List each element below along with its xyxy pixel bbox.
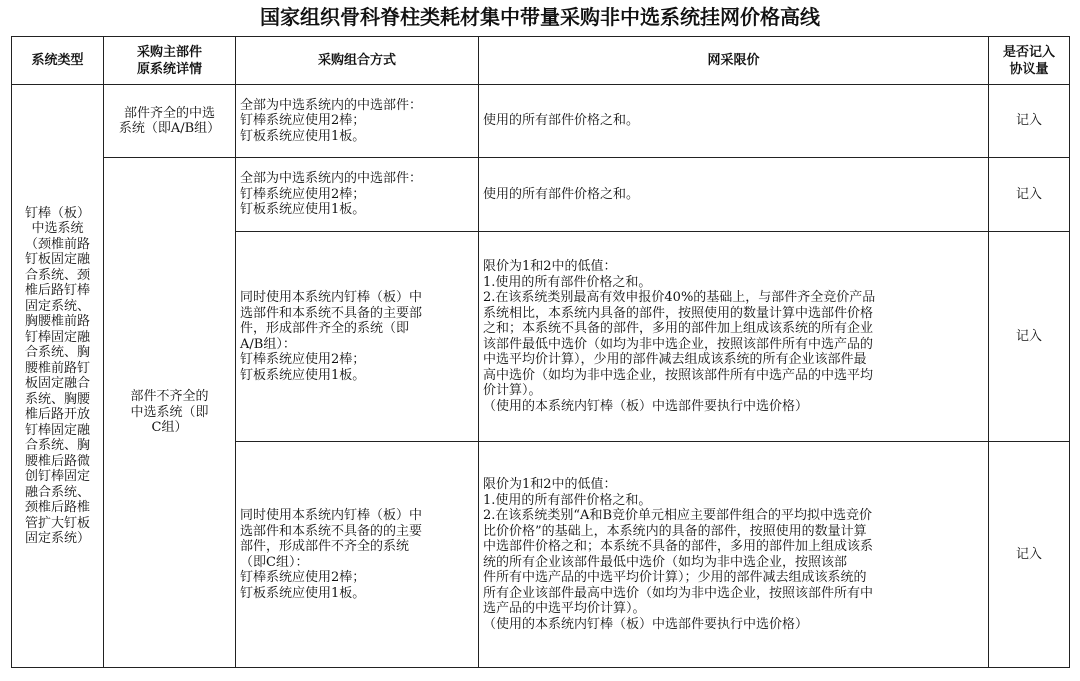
header-main-part: 采购主部件 原系统详情: [104, 37, 236, 85]
table-header-row: [12, 37, 1070, 85]
agreement-cell: 记入: [989, 85, 1070, 158]
agreement-cell: 记入: [989, 158, 1070, 232]
main-part-cell: 部件齐全的中选 系统（即A/B组）: [104, 85, 236, 158]
header-system-type: 系统类型: [12, 37, 104, 85]
header-combination: 采购组合方式: [236, 37, 479, 85]
combination-cell: 同时使用本系统内钉棒（板）中 选部件和本系统不具备的主要部 件，形成部件齐全的系统（即 A/B组）： 钉棒系统应使用2棒； 钉板系统应使用1板。: [236, 232, 479, 442]
combination-cell: 同时使用本系统内钉棒（板）中 选部件和本系统不具备的的主要 部件，形成部件不齐全的系统 （即C组）： 钉棒系统应使用2棒； 钉板系统应使用1板。: [236, 442, 479, 668]
header-agreement: 是否记入 协议量: [989, 37, 1070, 85]
table-row: [12, 85, 1070, 158]
header-price-limit: 网采限价: [479, 37, 989, 85]
price-table: [11, 36, 1070, 668]
price-limit-cell: 使用的所有部件价格之和。: [479, 85, 989, 158]
combination-cell: 全部为中选系统内的中选部件： 钉棒系统应使用2棒； 钉板系统应使用1板。: [236, 158, 479, 232]
main-part-cell: 部件不齐全的 中选系统（即 C组）: [104, 158, 236, 668]
price-limit-cell: 限价为1和2中的低值： 1.使用的所有部件价格之和。 2.在该系统类别“A和B竞价单元相应主要部件组合的平均拟中选竞价 比价价格”的基础上，本系统内的具备的部件，按照使用的数量计算 中选部件价格之和；本系统不具备的部件，多用的部件加上组成该系 统的所有企业该部件最低中选价（如均为非中选企业，按照该部 件所有中选产品的中选平均价计算）；少用的部件减去组成该系统的 所有企业该部件最高中选价（如均为非中选企业，按照该部件所有中 选产品的中选平均价计算）。 （使用的本系统内钉棒（板）中选部件要执行中选价格）: [479, 442, 989, 668]
system-type-cell: 钉棒（板） 中选系统 （颈椎前路 钉板固定融 合系统、颈 椎后路钉棒 固定系统、 胸腰椎前路 钉棒固定融 合系统、胸 腰椎前路钉 板固定融合 系统、胸腰 椎后路开放 钉棒固定融 合系统、胸 腰椎后路微 创钉棒固定 融合系统、 颈椎后路椎 管扩大钉板 固定系统）: [12, 85, 104, 668]
price-limit-cell: 使用的所有部件价格之和。: [479, 158, 989, 232]
price-limit-cell: 限价为1和2中的低值： 1.使用的所有部件价格之和。 2.在该系统类别最高有效申报价40%的基础上，与部件齐全竞价产品 系统相比，本系统内具备的部件，按照使用的数量计算中选部件价格 之和；本系统不具备的部件，多用的部件加上组成该系统的所有企业 该部件最低中选价（如均为非中选企业，按照该部件所有中选产品的 中选平均价计算），少用的部件减去组成该系统的所有企业该部件最 高中选价（如均为非中选企业，按照该部件所有中选产品的中选平均 价计算）。 （使用的本系统内钉棒（板）中选部件要执行中选价格）: [479, 232, 989, 442]
table-row: [12, 158, 1070, 232]
combination-cell: 全部为中选系统内的中选部件： 钉棒系统应使用2棒； 钉板系统应使用1板。: [236, 85, 479, 158]
document-title: 国家组织骨科脊柱类耗材集中带量采购非中选系统挂网价格高线: [260, 5, 820, 29]
agreement-cell: 记入: [989, 442, 1070, 668]
agreement-cell: 记入: [989, 232, 1070, 442]
